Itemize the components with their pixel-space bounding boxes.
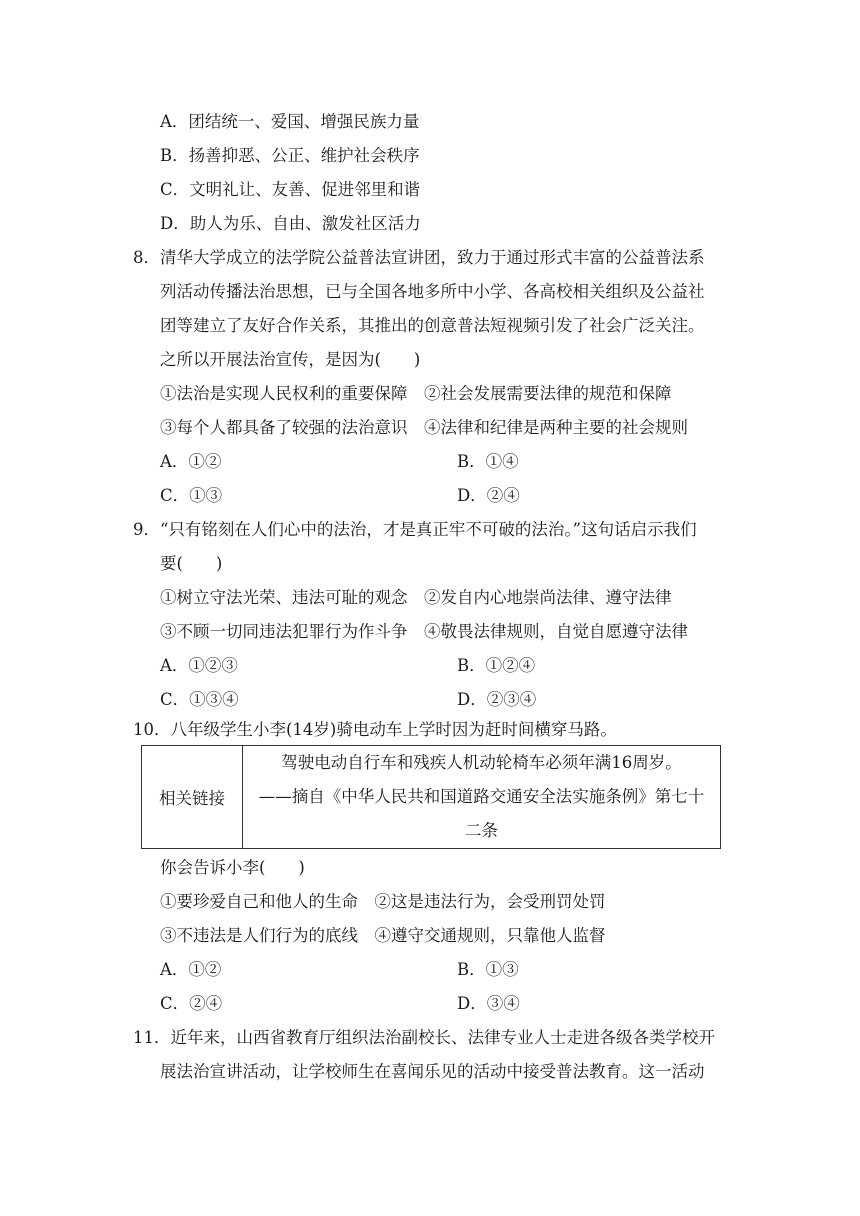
- q10-option-b: B．①③: [457, 960, 519, 979]
- q9-stem-line-1: 9．“只有铭刻在人们心中的法治，才是真正牢不可破的法治。”这句话启示我们: [133, 520, 697, 539]
- q9-statements-line-2: ③不顾一切同违法犯罪行为作斗争 ④敬畏法律规则，自觉自愿遵守法律: [160, 622, 688, 641]
- q9-option-a: A．①②③: [160, 656, 238, 675]
- q7-option-a: A．团结统一、爱国、增强民族力量: [160, 112, 420, 131]
- q8-stem-line-1: 8．清华大学成立的法学院公益普法宣讲团，致力于通过形式丰富的公益普法系: [133, 248, 705, 267]
- q11-stem-line-1: 11．近年来，山西省教育厅组织法治副校长、法律专业人士走进各级各类学校开: [133, 1028, 715, 1047]
- q8-statements-line-2: ③每个人都具备了较强的法治意识 ④法律和纪律是两种主要的社会规则: [160, 418, 688, 437]
- q11-stem-line-2: 展法治宣讲活动，让学校师生在喜闻乐见的活动中接受普法教育。这一活动: [160, 1062, 705, 1081]
- q8-stem-line-2: 列活动传播法治思想，已与全国各地多所中小学、各高校相关组织及公益社: [160, 282, 705, 301]
- q7-option-c: C．文明礼让、友善、促进邻里和谐: [160, 180, 421, 199]
- q7-option-d: D．助人为乐、自由、激发社区活力: [160, 214, 421, 233]
- q8-option-a: A．①②: [160, 452, 222, 471]
- related-link-content: [243, 746, 721, 849]
- q9-option-b: B．①②④: [457, 656, 536, 675]
- related-link-table: [141, 745, 721, 849]
- q8-option-c: C．①③: [160, 486, 223, 505]
- related-link-line-2: ——摘自《中华人民共和国道路交通安全法实施条例》第七十: [258, 787, 705, 806]
- related-link-line-1: 驾驶电动自行车和残疾人机动轮椅车必须年满16周岁。: [281, 753, 682, 772]
- q8-stem-line-4: 之所以开展法治宣传，是因为( ): [160, 350, 421, 369]
- q10-question: 你会告诉小李( ): [160, 858, 305, 877]
- q8-option-b: B．①④: [457, 452, 519, 471]
- q9-option-c: C．①③④: [160, 690, 239, 709]
- q9-stem-line-2: 要( ): [160, 554, 223, 573]
- q10-option-c: C．②④: [160, 994, 223, 1013]
- q9-statements-line-1: ①树立守法光荣、违法可耻的观念 ②发自内心地崇尚法律、遵守法律: [160, 588, 672, 607]
- q8-stem-line-3: 团等建立了友好合作关系，其推出的创意普法短视频引发了社会广泛关注。: [160, 316, 705, 335]
- q9-option-d: D．②③④: [457, 690, 537, 709]
- q10-option-a: A．①②: [160, 960, 222, 979]
- q10-option-d: D．③④: [457, 994, 520, 1013]
- related-link-line-3: 二条: [465, 821, 498, 840]
- q10-statements-line-2: ③不违法是人们行为的底线 ④遵守交通规则，只靠他人监督: [160, 926, 606, 945]
- q8-option-d: D．②④: [457, 486, 520, 505]
- related-link-label: 相关链接: [142, 746, 243, 849]
- q10-stem: 10．八年级学生小李(14岁)骑电动车上学时因为赶时间横穿马路。: [133, 720, 617, 739]
- q7-option-b: B．扬善抑恶、公正、维护社会秩序: [160, 146, 420, 165]
- q10-statements-line-1: ①要珍爱自己和他人的生命 ②这是违法行为，会受刑罚处罚: [160, 892, 606, 911]
- q8-statements-line-1: ①法治是实现人民权利的重要保障 ②社会发展需要法律的规范和保障: [160, 384, 672, 403]
